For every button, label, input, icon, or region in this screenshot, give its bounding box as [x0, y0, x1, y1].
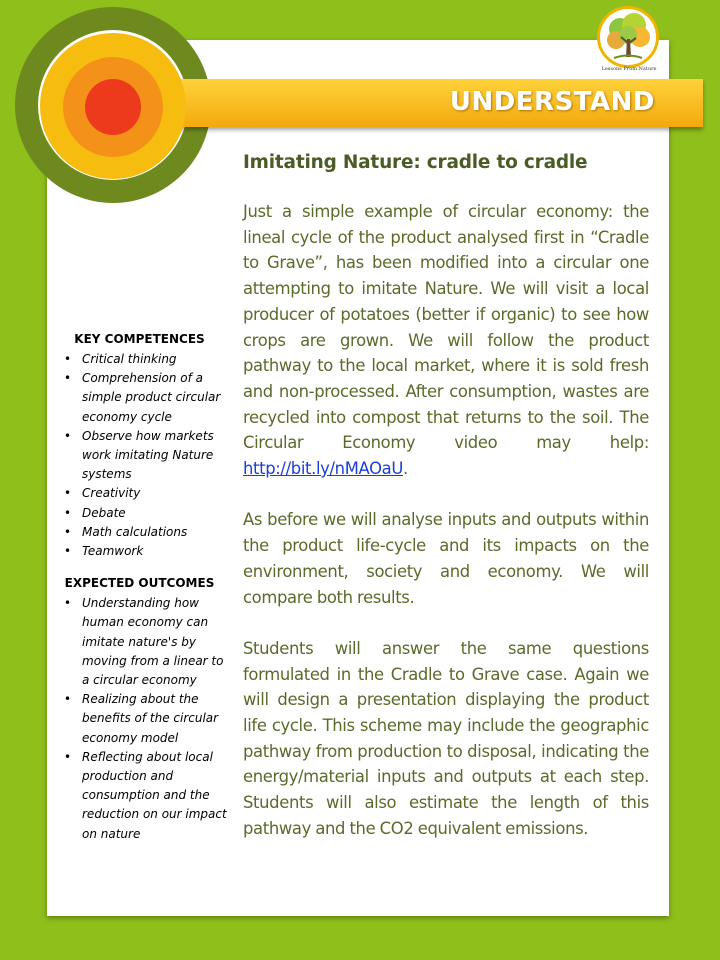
main-content: [243, 152, 649, 867]
paragraph-intro-end: .: [402, 459, 408, 479]
list-item: • Creativity: [82, 484, 227, 503]
list-item: • Realizing about the benefits of the circular economy model: [82, 690, 227, 748]
banner-title: UNDERSTAND: [449, 87, 655, 117]
list-item: • Teamwork: [82, 542, 227, 561]
tree-icon: [597, 6, 659, 68]
key-competences-list: [52, 350, 227, 561]
list-item: • Debate: [82, 504, 227, 523]
list-item: • Observe how markets work imitating Nature systems: [82, 427, 227, 485]
key-competences-heading: KEY COMPETENCES: [74, 332, 205, 346]
decorative-ring-red: [85, 79, 141, 135]
video-link[interactable]: http://bit.ly/nMAOaU: [243, 459, 403, 479]
list-item: • Reflecting about local production and consumption and the reduction on our impact on nature: [82, 748, 227, 844]
logo-caption: Lessons From Nature: [601, 66, 657, 72]
list-item: • Critical thinking: [82, 350, 227, 369]
list-item: • Understanding how human economy can imitate nature's by moving from a linear to a circular economy: [82, 594, 227, 690]
paragraph-analysis: As before we will analyse inputs and outputs within the product life-cycle and its impacts on the environment, society and economy. We will compare both results.: [243, 510, 649, 607]
page-title: Imitating Nature: cradle to cradle: [243, 152, 588, 173]
expected-outcomes-list: [52, 594, 227, 844]
list-item: • Comprehension of a simple product circular economy cycle: [82, 369, 227, 427]
paragraph-students: Students will answer the same questions formulated in the Cradle to Grave case. Again we will design a presentation displaying the product life cycle. This scheme may include the geographic pathway from production to disposal, indicating the energy/material inputs and outputs at each step. Students will also estimate the length of this pathway and the CO2 equivalent emissions.: [243, 638, 649, 838]
paragraph-intro-text: Just a simple example of circular economy: the lineal cycle of the product analysed first in “Cradle to Grave”, has been modified into a circular one attempting to imitate Nature. We will visit a local producer of potatoes (better if organic) to see how crops are grown. We will follow the product pathway to the local market, where it is sold fresh and non-processed. After consumption, wastes are recycled into compost that returns to the soil. The Circular Economy video may help:: [243, 202, 649, 453]
paragraph-intro: [243, 199, 649, 482]
section-banner: [150, 79, 703, 127]
expected-outcomes-heading: EXPECTED OUTCOMES: [64, 576, 215, 591]
sidebar: [52, 332, 227, 844]
list-item: • Math calculations: [82, 523, 227, 542]
